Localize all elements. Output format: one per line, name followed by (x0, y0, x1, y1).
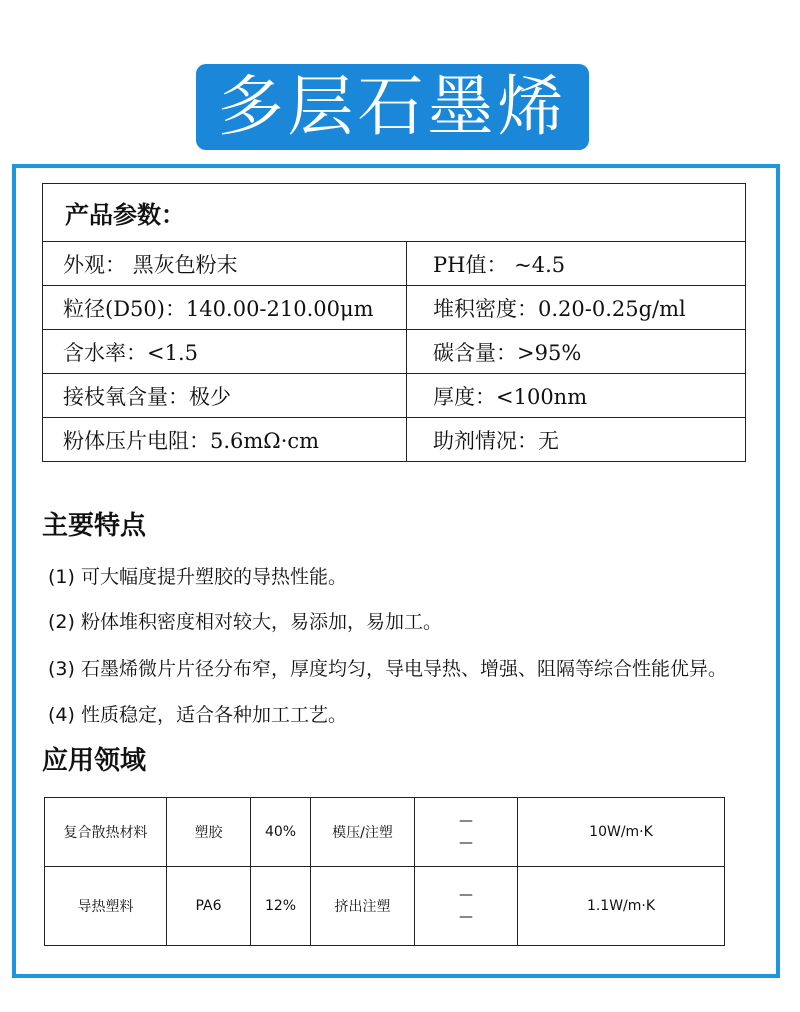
app-dash-top: — (459, 887, 473, 903)
param-appearance: 外观： 黑灰色粉末 (43, 242, 407, 286)
params-row (43, 374, 746, 418)
param-particle-size: 粒径(D50)：140.00-210.00μm (43, 286, 407, 330)
feature-item-1: (1) 可大幅度提升塑胶的导热性能。 (48, 566, 347, 588)
app-dash-bottom: — (459, 835, 473, 851)
table-row (45, 867, 725, 946)
app-process: 挤出注塑 (311, 867, 415, 946)
params-header: 产品参数： (43, 184, 746, 242)
app-field: 复合散热材料 (45, 798, 167, 867)
app-ratio: 12% (251, 867, 311, 946)
params-row (43, 242, 746, 286)
app-dash-bottom: — (459, 909, 473, 925)
app-material: 塑胶 (167, 798, 251, 867)
param-resistance: 粉体压片电阻：5.6mΩ·cm (43, 418, 407, 462)
app-dash-cell (415, 798, 518, 867)
param-moisture: 含水率：<1.5 (43, 330, 407, 374)
param-additives: 助剂情况：无 (407, 418, 746, 462)
app-material: PA6 (167, 867, 251, 946)
product-params-table (42, 183, 746, 462)
params-row (43, 330, 746, 374)
app-ratio: 40% (251, 798, 311, 867)
param-ph: PH值： ~4.5 (407, 242, 746, 286)
applications-title: 应用领域 (42, 746, 147, 776)
param-bulk-density: 堆积密度：0.20-0.25g/ml (407, 286, 746, 330)
param-carbon-content: 碳含量：>95% (407, 330, 746, 374)
table-row (45, 798, 725, 867)
feature-item-4: (4) 性质稳定，适合各种加工工艺。 (48, 704, 347, 726)
params-row (43, 286, 746, 330)
param-grafted-oxygen: 接枝氧含量：极少 (43, 374, 407, 418)
params-header-row (43, 184, 746, 242)
page-title: 多层石墨烯 (217, 68, 568, 145)
applications-table (44, 797, 725, 946)
app-field: 导热塑料 (45, 867, 167, 946)
app-dash-cell (415, 867, 518, 946)
features-title: 主要特点 (42, 511, 147, 541)
param-thickness: 厚度：<100nm (407, 374, 746, 418)
feature-item-3: (3) 石墨烯微片片径分布窄，厚度均匀，导电导热、增强、阻隔等综合性能优异。 (48, 658, 727, 680)
app-process: 模压/注塑 (311, 798, 415, 867)
params-row (43, 418, 746, 462)
app-conductivity: 10W/m·K (518, 798, 725, 867)
app-dash-top: — (459, 813, 473, 829)
feature-item-2: (2) 粉体堆积密度相对较大，易添加，易加工。 (48, 611, 442, 633)
title-banner (196, 64, 589, 150)
app-conductivity: 1.1W/m·K (518, 867, 725, 946)
